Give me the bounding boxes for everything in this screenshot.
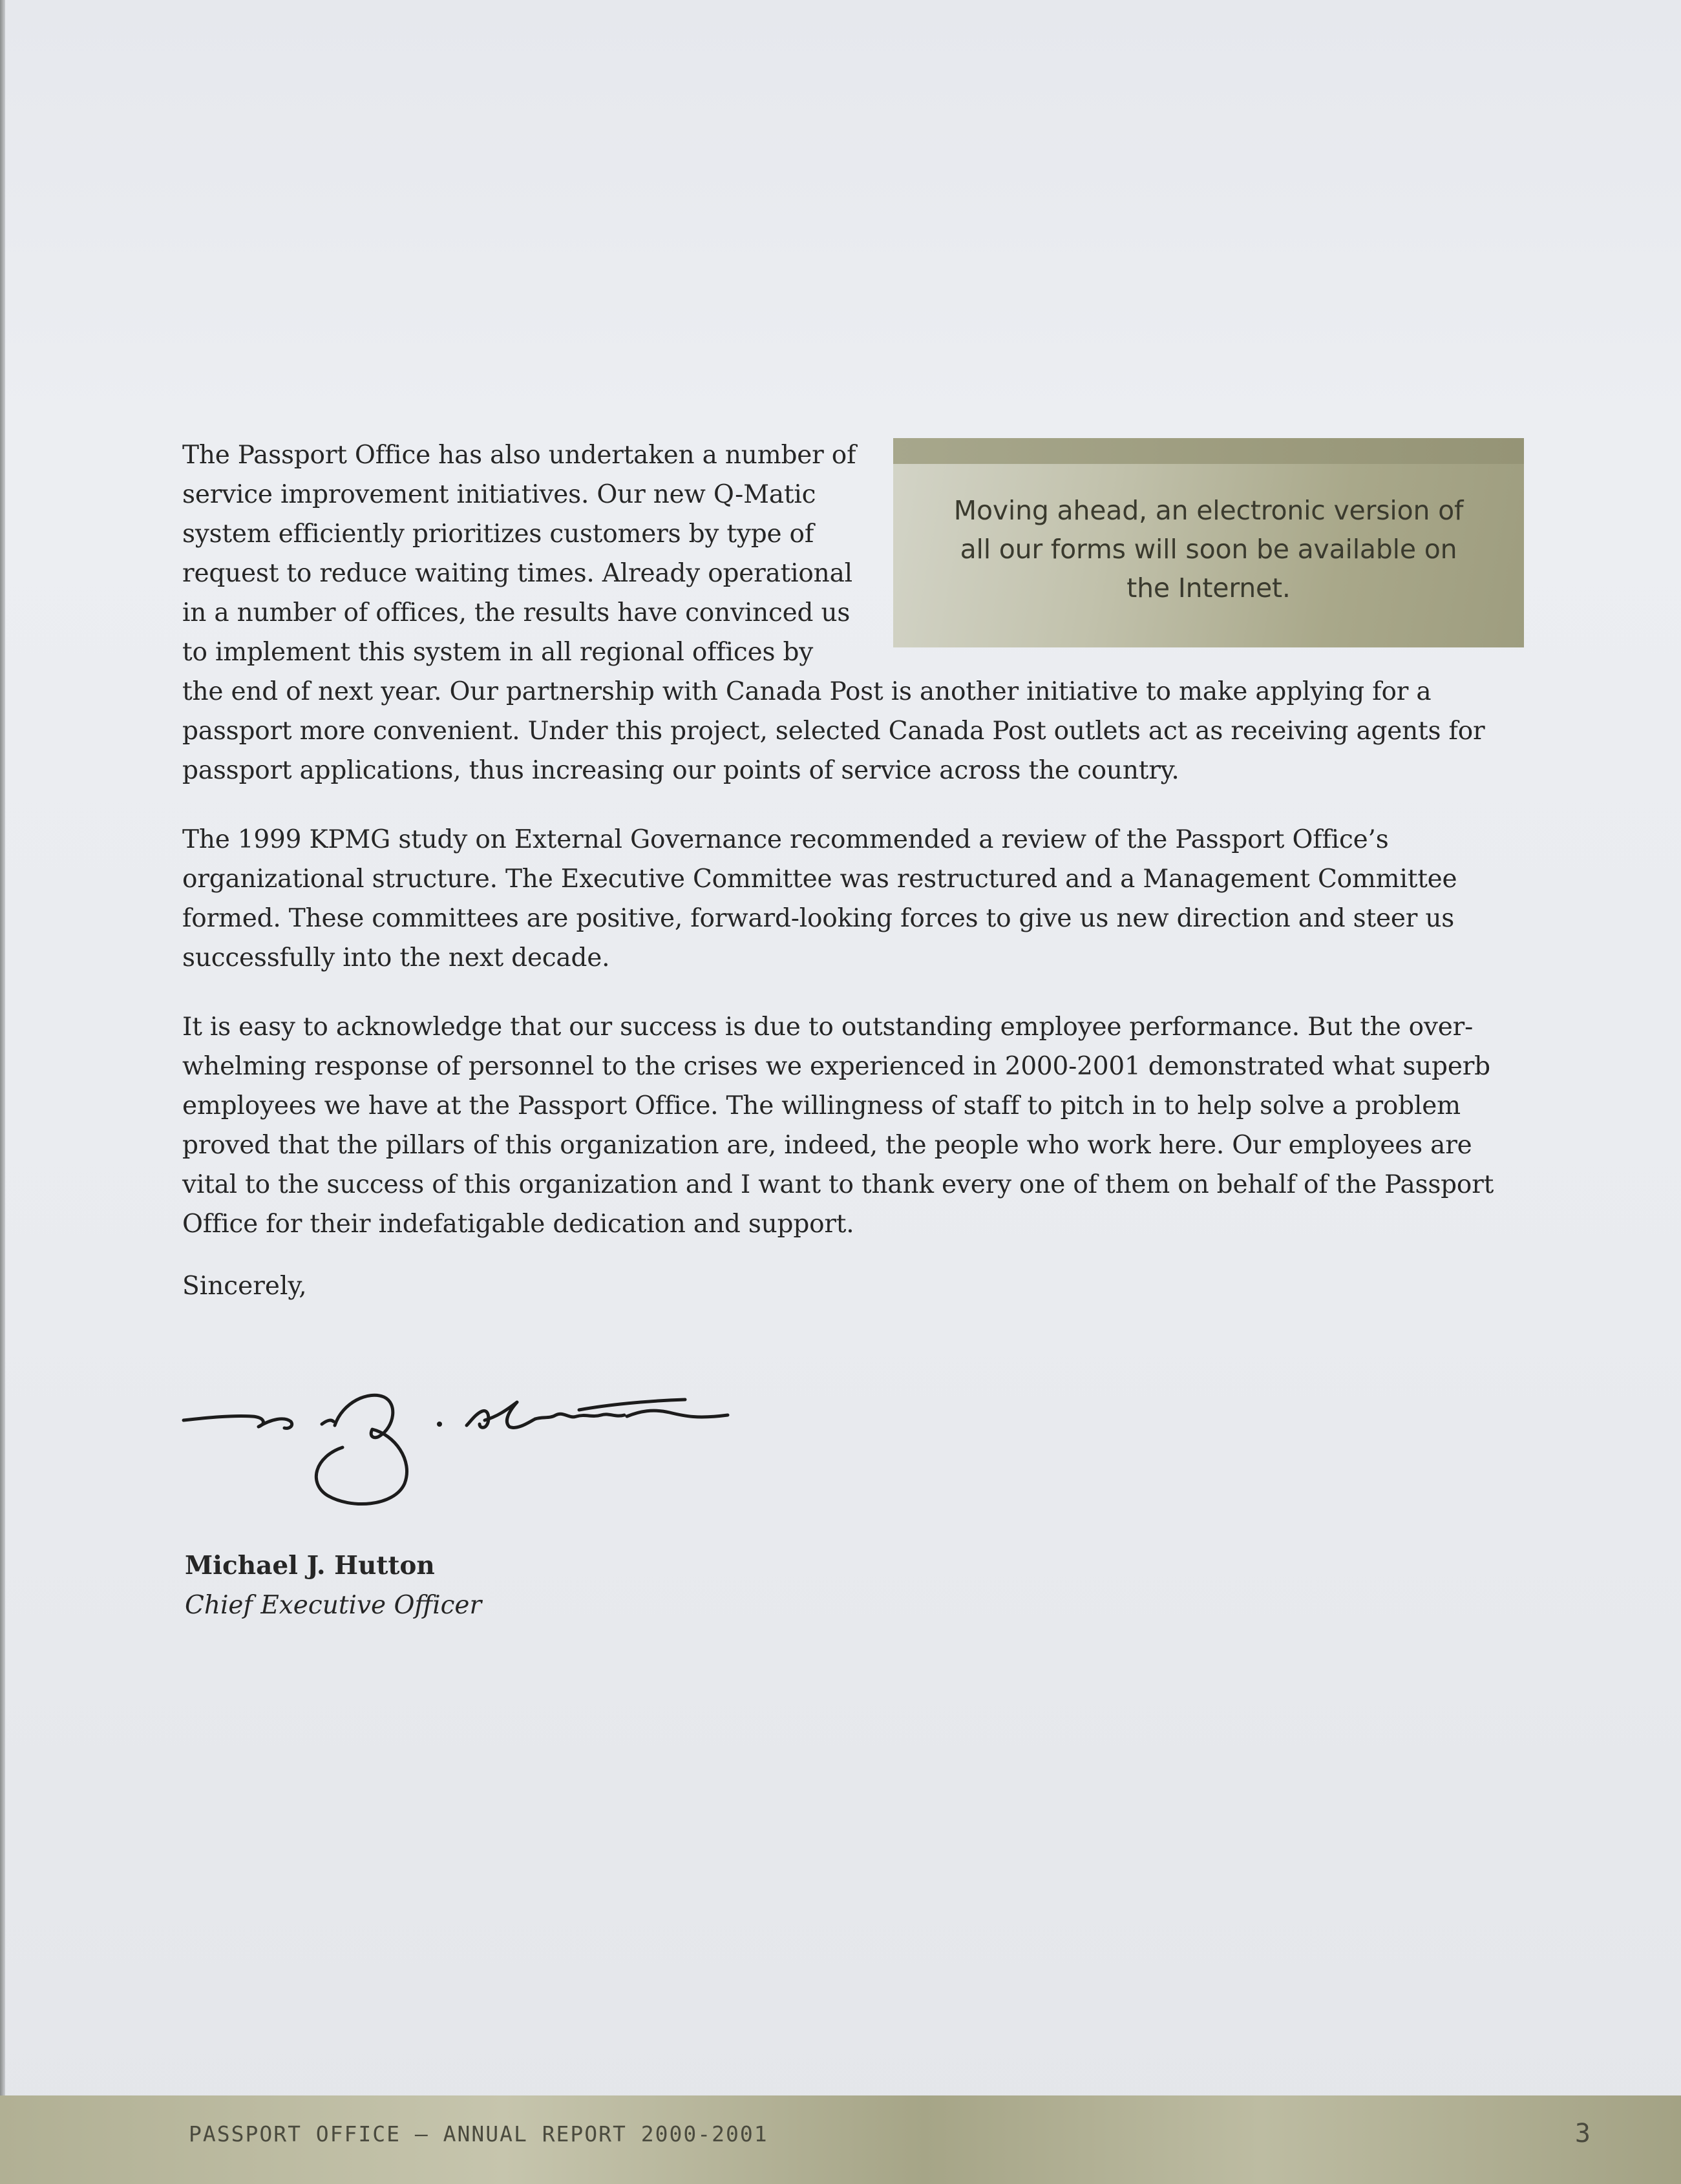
footer-report-title: PASSPORT OFFICE – ANNUAL REPORT 2000-2001 bbox=[189, 2121, 768, 2147]
callout-text: Moving ahead, an electronic version of all our forms will soon be available on the Internet. bbox=[953, 495, 1464, 604]
paragraph-governance: The 1999 KPMG study on External Governance recommended a review of the Passport Office’s organizational structure. The Executive Committee was restructured and a Management Committee formed. These committees are positive, forward-looking forces to give us new direction and steer us successfully into the next decade. bbox=[182, 825, 1457, 972]
callout-top-bar bbox=[893, 438, 1524, 464]
closing-salutation: Sincerely, bbox=[182, 1272, 307, 1301]
page-number: 3 bbox=[1574, 2119, 1591, 2148]
signer-title: Chief Executive Officer bbox=[185, 1591, 482, 1620]
page-edge bbox=[0, 0, 5, 2184]
letter-body bbox=[182, 436, 1507, 1274]
pull-quote-callout bbox=[893, 438, 1524, 647]
signer-name: Michael J. Hutton bbox=[185, 1551, 435, 1580]
paragraph-employees: It is easy to acknowledge that our success is due to outstanding employee performance. But the overwhelming response of personnel to the crises we experienced in 2000-2001 demonstrated what superb employees we have at the Passport Office. The willingness of staff to pitch in to help solve a problem proved that the pillars of this organization are, indeed, the people who work here. Our employees are vital to the success of this organization and I want to thank every one of them on behalf of the Passport Office for their indefatigable dedication and support. bbox=[182, 1013, 1494, 1239]
page-footer bbox=[0, 2095, 1681, 2184]
signature-image bbox=[181, 1357, 737, 1512]
paragraph-service-improvements: The Passport Office has also undertaken a number of service improvement initiatives. Our new Q-Matic system efficiently prioritizes customers by type of request to reduce waiting times. Already operational in a number of offices, the results have convinced us to implement this system in all regional offices by the end of next year. Our partnership with Canada Post is another initiative to make applying for a passport more convenient. Under this project, selected Canada Post outlets act as receiving agents for passport applications, thus increasing our points of service across the country. bbox=[182, 441, 1485, 785]
